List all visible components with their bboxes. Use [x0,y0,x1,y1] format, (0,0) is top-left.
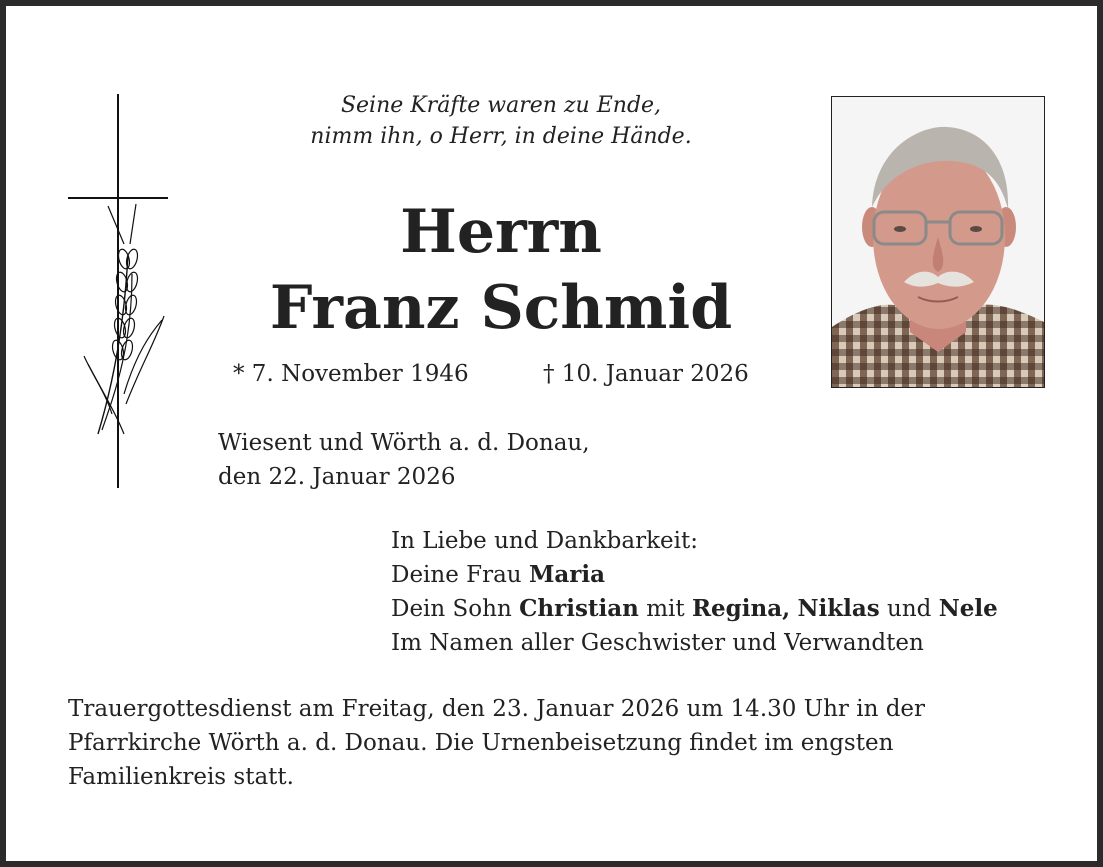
death-date: † 10. Januar 2026 [543,361,749,387]
place-and-date [218,426,590,494]
family-line-relatives: Im Namen aller Geschwister und Verwandten [391,630,924,656]
cross-with-wheat-icon [66,94,170,488]
poem-line-2: nimm ihn, o Herr, in deine Hände. [310,124,692,149]
service-line-2: Pfarrkirche Wörth a. d. Donau. Die Urnenbeisetzung findet im engsten [68,730,894,756]
son-name: Christian [519,595,639,622]
poem [196,90,806,152]
place-line: Wiesent und Wörth a. d. Donau, [218,430,590,456]
birth-date: * 7. November 1946 [233,361,469,387]
wife-prefix: Deine Frau [391,562,529,588]
service-line-3: Familienkreis statt. [68,764,294,790]
deceased-name: Franz Schmid [269,273,733,343]
name-regina: Regina, [691,595,791,622]
poem-line-1: Seine Kräfte waren zu Ende, [340,93,662,118]
family-line-son [391,592,998,626]
son-prefix: Dein Sohn [391,596,520,622]
family-intro: In Liebe und Dankbarkeit: [391,528,698,554]
name-niklas: Niklas [797,595,880,622]
connector-mit: mit [638,596,692,622]
family-line-wife [391,558,998,592]
portrait-photo [831,96,1045,388]
family-block [391,524,998,660]
connector-und: und [879,596,939,622]
name-nele: Nele [938,595,998,622]
service-line-1: Trauergottesdienst am Freitag, den 23. Januar 2026 um 14.30 Uhr in der [68,696,926,722]
date-line: den 22. Januar 2026 [218,464,456,490]
salutation: Herrn [400,197,602,267]
service-info [68,692,925,794]
wife-name: Maria [528,561,606,588]
